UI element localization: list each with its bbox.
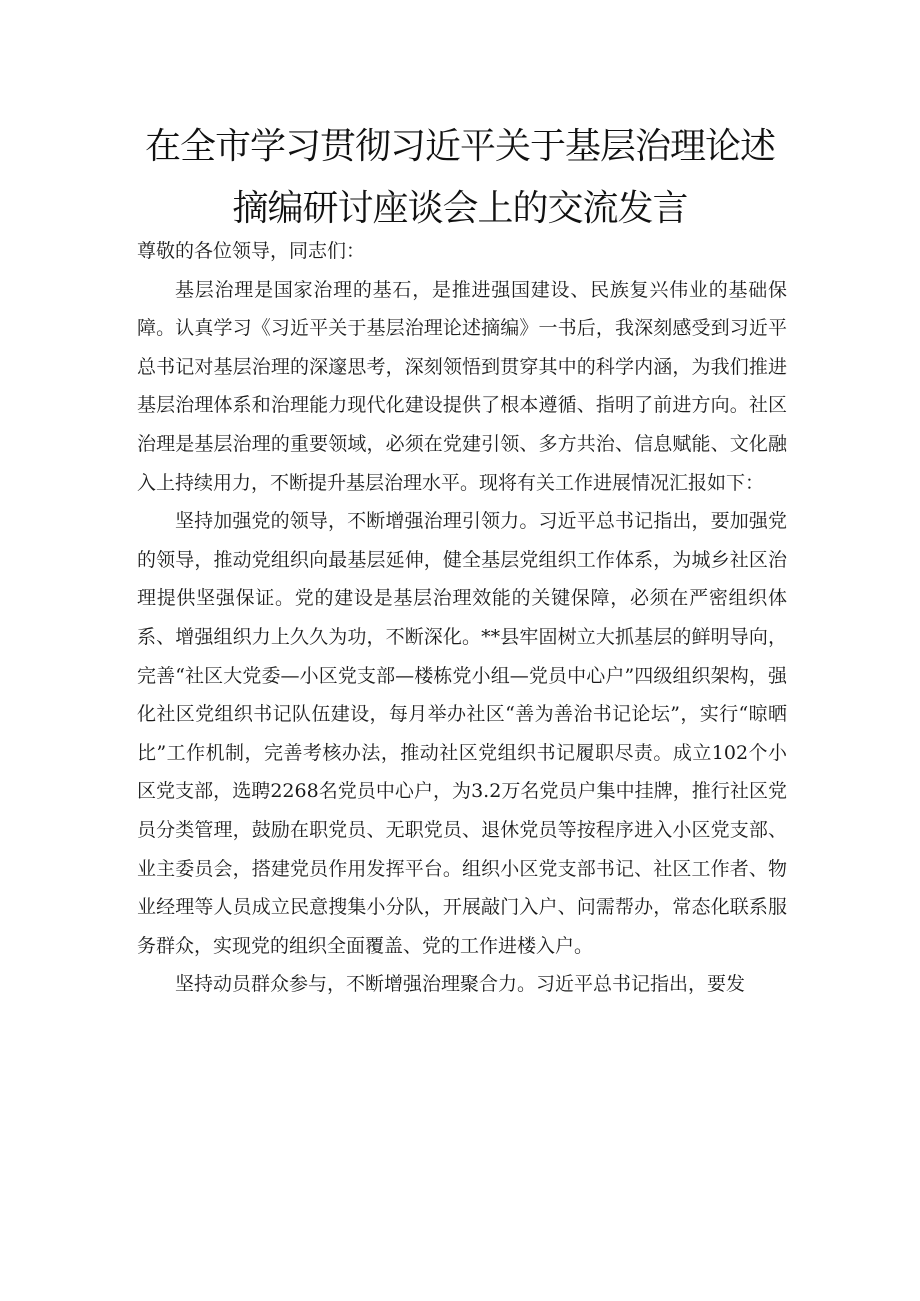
document-title-line-2: 摘编研讨座谈会上的交流发言 — [232, 188, 688, 229]
document-body — [137, 232, 787, 1004]
paragraph-mass-participation: 坚持动员群众参与，不断增强治理聚合力。习近平总书记指出，要发 — [175, 973, 746, 996]
paragraph-intro: 基层治理是国家治理的基石，是推进强国建设、民族复兴伟业的基础保障。认真学习《习近平关于基层治理论述摘编》一书后，我深刻感受到习近平总书记对基层治理的深邃思考，深刻领悟到贯穿其中的科学内涵，为我们推进基层治理体系和治理能力现代化建设提供了根本遵循、指明了前进方向。社区治理是基层治理的重要领域，必须在党建引领、多方共治、信息赋能、文化融入上持续用力，不断提升基层治理水平。现将有关工作进展情况汇报如下： — [137, 278, 787, 494]
document-title-line-1: 在全市学习贯彻习近平关于基层治理论述 — [144, 126, 775, 167]
salutation: 尊敬的各位领导，同志们： — [137, 240, 366, 262]
paragraph-party-leadership: 坚持加强党的领导，不断增强治理引领力。习近平总书记指出，要加强党的领导，推动党组织向最基层延伸，健全基层党组织工作体系，为城乡社区治理提供坚强保证。党的建设是基层治理效能的关键保障，必须在严密组织体系、增强组织力上久久为功，不断深化。**县牢固树立大抓基层的鲜明导向，完善“社区大党委—小区党支部—楼栋党小组—党员中心户”四级组织架构，强化社区党组织书记队伍建设，每月举办社区“善为善治书记论坛”，实行“晾晒比”工作机制，完善考核办法，推动社区党组织书记履职尽责。成立102个小区党支部，选聘2268名党员中心户，为3.2万名党员户集中挂牌，推行社区党员分类管理，鼓励在职党员、无职党员、退休党员等按程序进入小区党支部、业主委员会，搭建党员作用发挥平台。组织小区党支部书记、社区工作者、物业经理等人员成立民意搜集小分队，开展敲门入户、问需帮办，常态化联系服务群众，实现党的组织全面覆盖、党的工作进楼入户。 — [137, 510, 787, 957]
